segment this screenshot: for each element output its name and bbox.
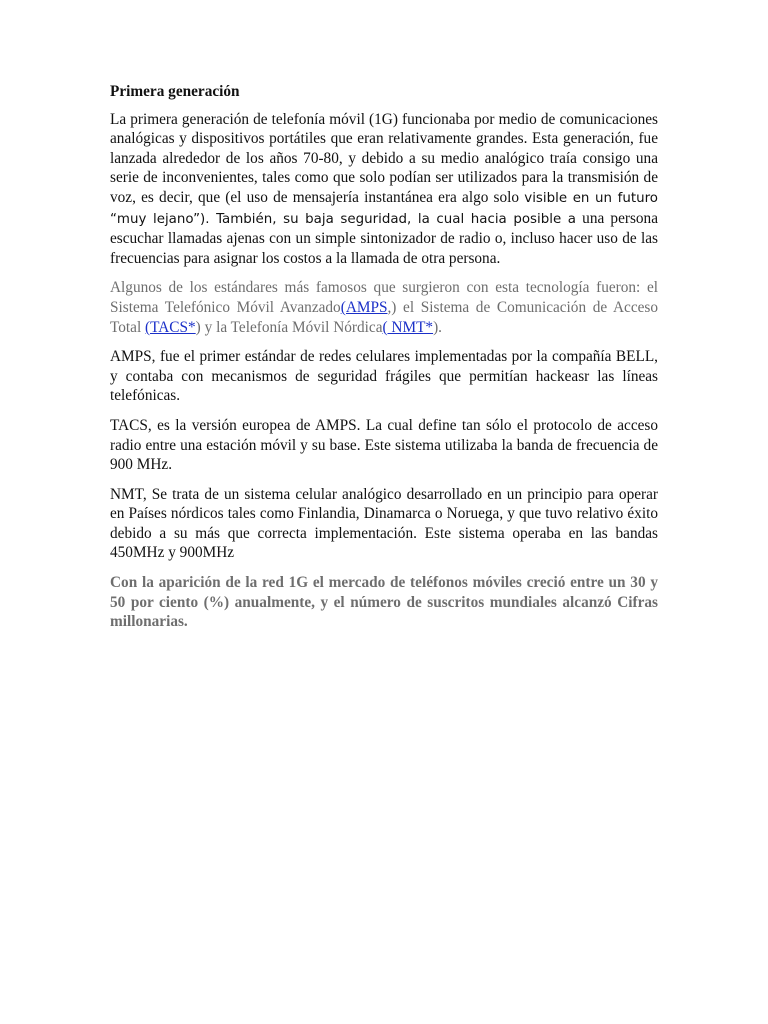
section-heading: Primera generación [110,83,240,100]
standards-text-2: ,) el Sistema de Comunicación de Acceso Total [110,298,659,336]
intro-text-part1: La primera generación de telefonía móvil (1G) funcionaba por medio de comunicaciones analógicas y dispositivos portátiles que eran relativamente grandes. Esta generación, fue lanzada alrededor de los años 70-80, y debido a su medio analógico traía consigo una serie de inconvenientes, tales como que solo podían ser utilizados para la transmisión de voz, es decir, que (el uso de mensajería instantánea era algo solo [110,110,658,206]
standards-text-3: ) y la Telefonía Móvil Nórdica [195,318,383,336]
intro-text-part2: visible en un futuro “muy lejano”). También, su baja seguridad, la cual hacia posible a [110,190,658,227]
paragraph-conclusion: Con la aparición de la red 1G el mercado de teléfonos móviles creció entre un 30 y 50 por ciento (%) anualmente, y el número de suscritos mundiales alcanzó Cifras millonarias. [110,574,658,631]
paragraph-intro [110,110,658,269]
paragraph-amps: AMPS, fue el primer estándar de redes celulares implementadas por la compañía BELL, y contaba con mecanismos de seguridad frágiles que permitían hackeasr las líneas telefónicas. [110,348,658,405]
paragraph-tacs: TACS, es la versión europea de AMPS. La cual define tan sólo el protocolo de acceso radio entre una estación móvil y su base. Este sistema utilizaba la banda de frecuencia de 900 MHz. [110,416,658,474]
intro-text-part3: una persona escuchar llamadas ajenas con un simple sintonizador de radio o, incluso hacer uso de las frecuencias para asignar los costos a la llamada de otra persona. [110,209,658,267]
document-page [110,82,658,642]
standards-text-4: ). [433,318,442,336]
amps-link[interactable]: (AMPS [340,298,388,316]
standards-text-1: Algunos de los estándares más famosos que surgieron con esta tecnología fueron: el Sistema Telefónico Móvil Avanzado [110,279,658,316]
nmt-link[interactable]: ( NMT* [382,318,434,336]
paragraph-standards [110,278,658,337]
tacs-link[interactable]: (TACS* [145,318,196,336]
paragraph-nmt: NMT, Se trata de un sistema celular analógico desarrollado en un principio para operar en Países nórdicos tales como Finlandia, Dinamarca o Noruega, y que tuvo relativo éxito debido a su más que correcta implementación. Este sistema operaba en las bandas 450MHz y 900MHz [110,485,658,562]
